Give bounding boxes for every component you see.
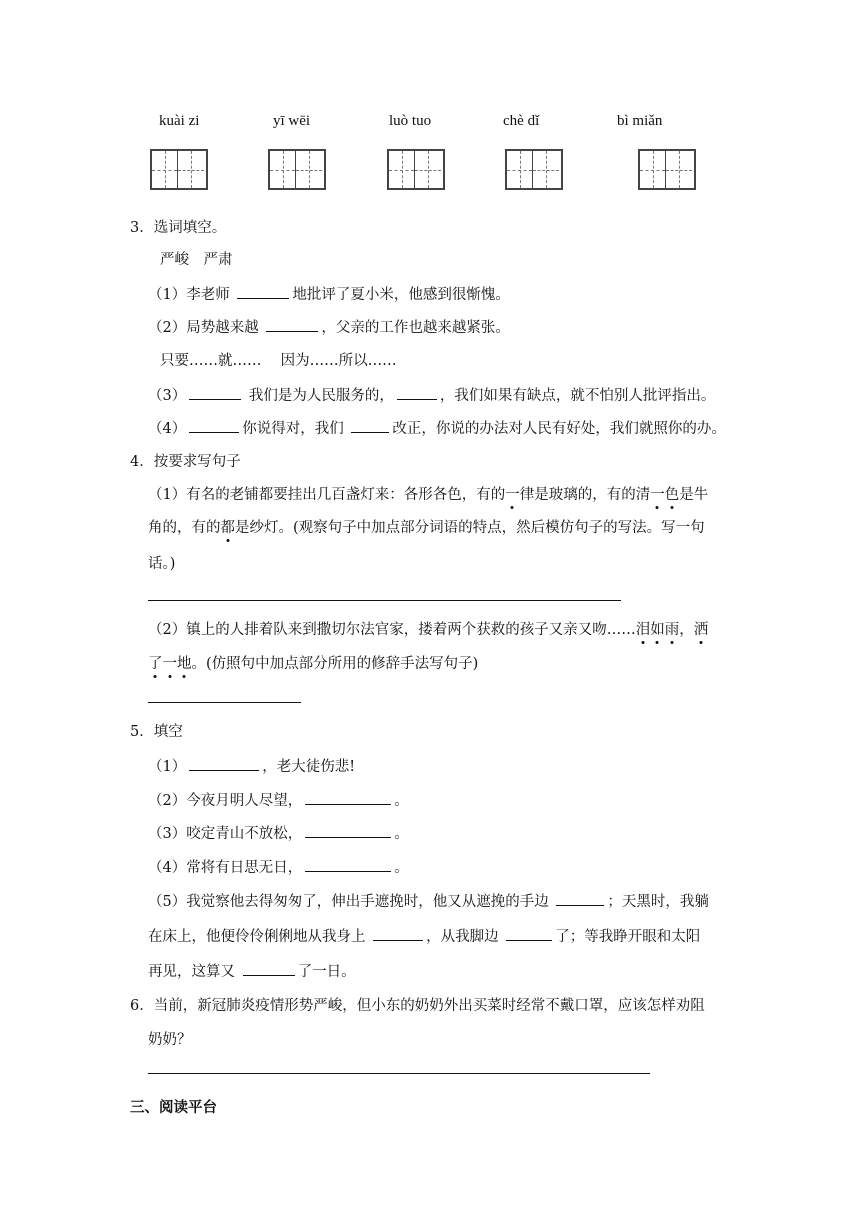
writing-grid-4[interactable] (505, 149, 563, 190)
writing-grid-5[interactable] (638, 149, 696, 190)
writing-grid-2[interactable] (268, 149, 326, 190)
q4-item-1-line-1: （1）有名的老铺都要挂出几百盏灯来：各形各色，有的一律是玻璃的，有的清一色是牛 (148, 487, 709, 503)
pinyin-1: kuài zi (159, 113, 200, 129)
answer-blank[interactable] (189, 418, 239, 433)
q4-item-2-line-2: 了一地。(仿照句中加点部分所用的修辞手法写句子) (148, 656, 479, 672)
q4-title: 4．按要求写句子 (130, 454, 241, 470)
answer-blank[interactable] (351, 418, 389, 433)
q5-title: 5．填空 (130, 724, 183, 740)
answer-blank[interactable] (189, 756, 259, 771)
pinyin-2: yī wēi (273, 113, 311, 129)
answer-blank[interactable] (305, 857, 391, 872)
q5-item-5-line-2: 在床上，他便伶伶俐俐地从我身上 ，从我脚边 了；等我睁开眼和太阳 (148, 925, 700, 946)
answer-blank[interactable] (373, 926, 423, 941)
section-heading-reading: 三、阅读平台 (130, 1099, 217, 1116)
answer-blank[interactable] (243, 961, 295, 976)
q3-sentence-2: （2）局势越来越 ，父亲的工作也越来越紧张。 (148, 316, 510, 337)
answer-blank[interactable] (397, 385, 437, 400)
q4-item-1-line-2: 角的，有的都是纱灯。(观察句子中加点部分词语的特点，然后模仿句子的写法。写一句 (148, 520, 705, 536)
q6-line-1: 6．当前，新冠肺炎疫情形势严峻，但小东的奶奶外出买菜时经常不戴口罩，应该怎样劝阻 (130, 998, 705, 1014)
q3-word-choices-1: 严峻 严肃 (160, 252, 233, 268)
q4-item-2-line-1: （2）镇上的人排着队来到撒切尔法官家，搂着两个获救的孩子又亲又吻……泪如雨，洒 (148, 622, 709, 638)
q5-item-4: （4）常将有日思无日， 。 (148, 856, 409, 877)
answer-blank[interactable] (506, 926, 552, 941)
pinyin-5: bì miǎn (617, 113, 663, 129)
pinyin-4: chè dǐ (503, 113, 540, 129)
answer-blank[interactable] (237, 284, 289, 299)
answer-line[interactable] (148, 600, 621, 601)
q3-sentence-3: （3） 我们是为人民服务的， ，我们如果有缺点，就不怕别人批评指出。 (148, 384, 715, 405)
answer-blank[interactable] (189, 385, 241, 400)
q5-item-3: （3）咬定青山不放松， 。 (148, 822, 409, 843)
q3-sentence-1: （1）李老师 地批评了夏小米，他感到很惭愧。 (148, 283, 510, 304)
answer-blank[interactable] (266, 317, 318, 332)
q3-word-choices-2: 只要……就…… 因为……所以…… (160, 353, 397, 369)
q5-item-5-line-3: 再见，这算又 了一日。 (148, 960, 356, 981)
q3-title: 3．选词填空。 (130, 220, 227, 236)
q5-item-1: （1） ，老大徒伤悲! (148, 755, 355, 776)
pinyin-3: luò tuo (389, 113, 432, 129)
writing-grid-1[interactable] (150, 149, 208, 190)
answer-blank[interactable] (556, 891, 604, 906)
q6-line-2: 奶奶？ (148, 1032, 192, 1048)
answer-blank[interactable] (305, 790, 391, 805)
q4-item-1-line-3: 话。) (148, 556, 176, 572)
q5-item-5-line-1: （5）我觉察他去得匆匆了，伸出手遮挽时，他又从遮挽的手边 ；天黑时，我躺 (148, 890, 709, 911)
answer-blank[interactable] (305, 823, 391, 838)
answer-line[interactable] (148, 1073, 650, 1074)
answer-line[interactable] (148, 702, 301, 703)
q5-item-2: （2）今夜月明人尽望， 。 (148, 789, 409, 810)
q3-sentence-4: （4） 你说得对，我们 改正，你说的办法对人民有好处，我们就照你的办。 (148, 417, 726, 438)
writing-grid-3[interactable] (387, 149, 445, 190)
